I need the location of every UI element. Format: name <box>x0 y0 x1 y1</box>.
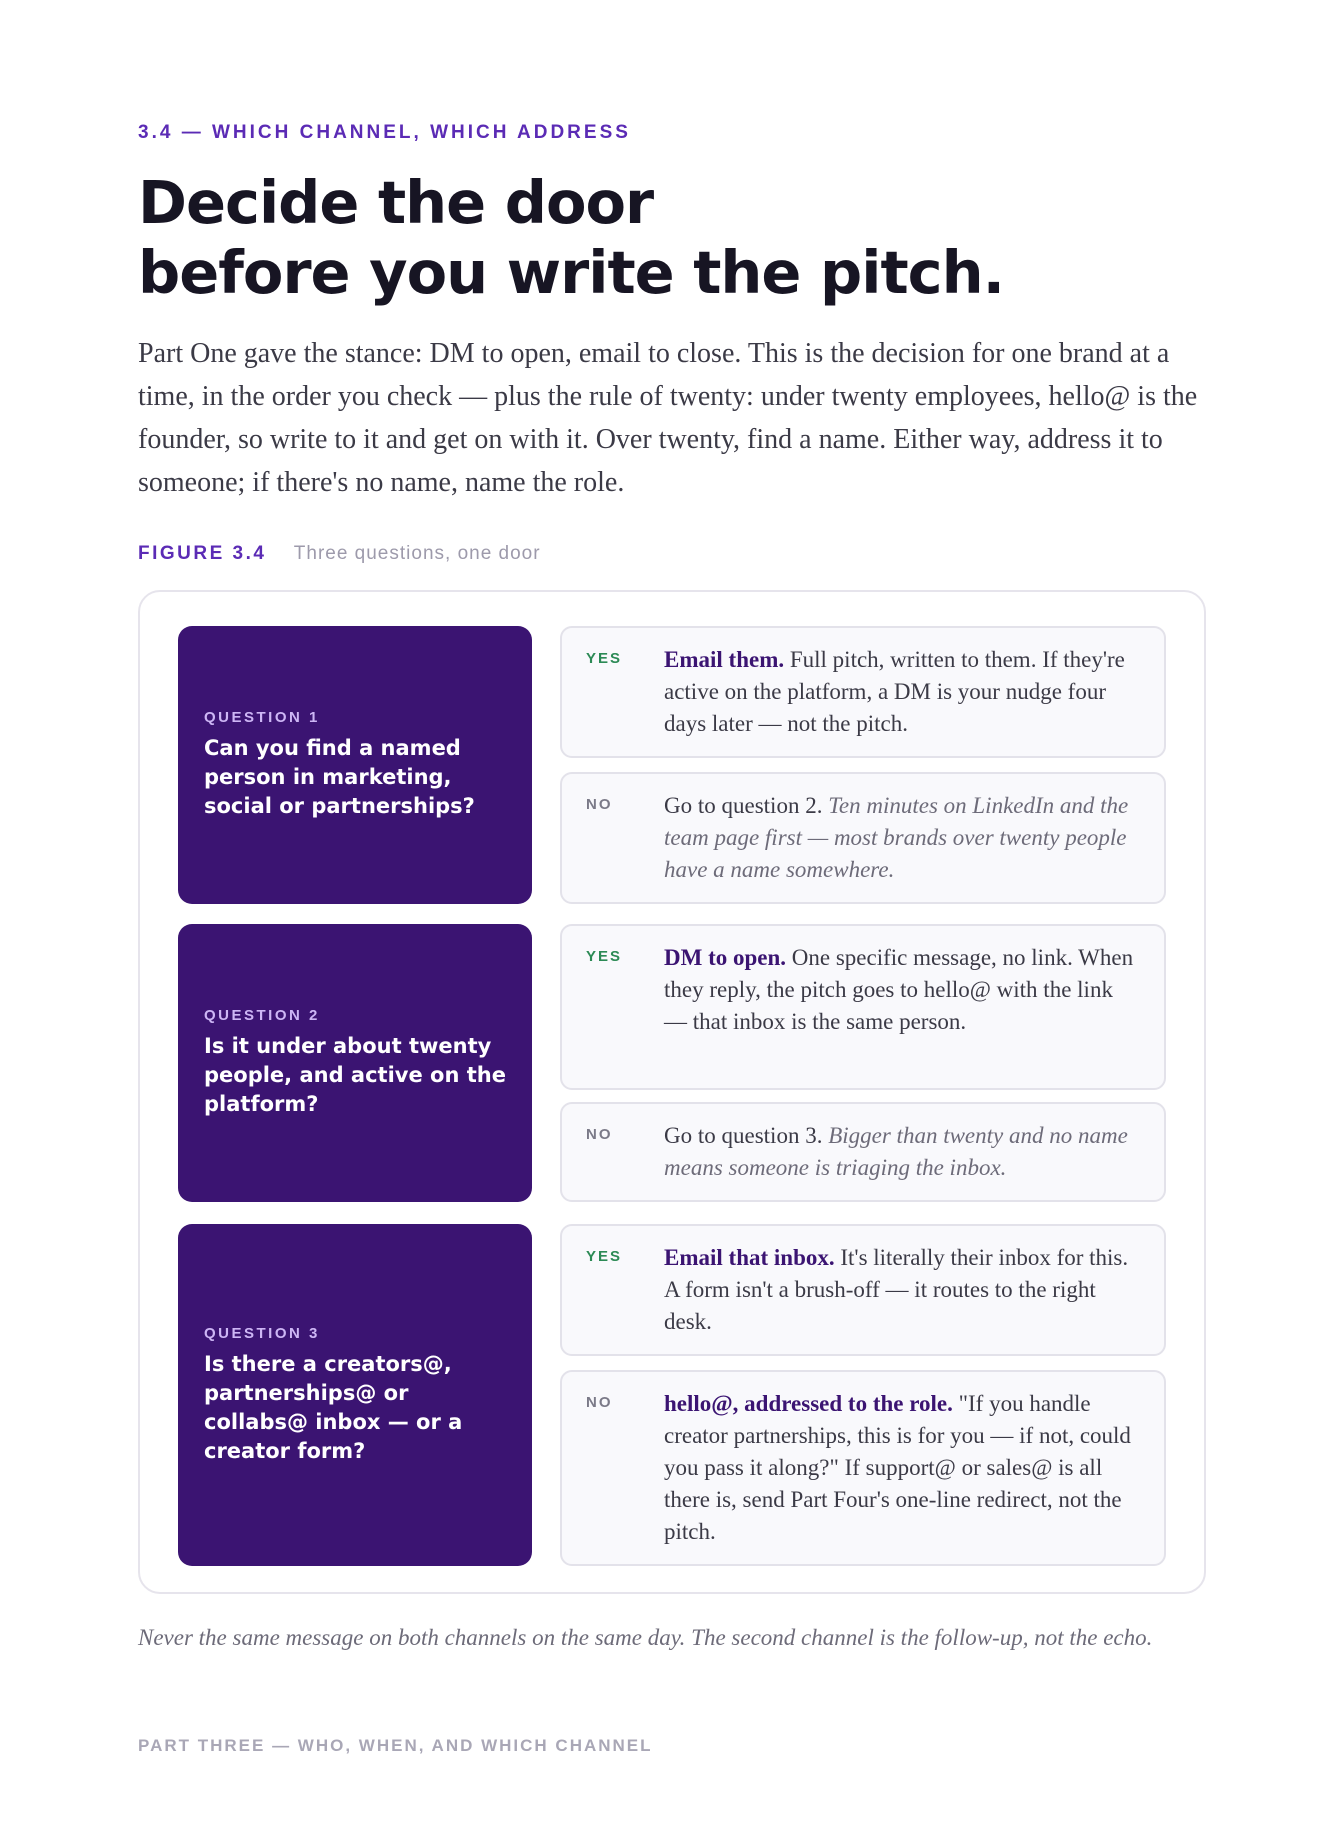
answer-text <box>664 644 1138 740</box>
figure-footnote: Never the same message on both channels on the same day. The second channel is the follow-up, not the echo. <box>138 1625 1153 1650</box>
question-text: Is there a creators@, partnerships@ or collabs@ inbox — or a creator form? <box>204 1351 463 1463</box>
answer-card-q1-yes <box>560 626 1166 758</box>
no-tag: NO <box>586 796 613 813</box>
answer-rest: Ten minutes on LinkedIn and the team page first — most brands over twenty people have a name somewhere. <box>664 793 1129 882</box>
page-title-line-1: Decide the door <box>138 168 654 237</box>
answer-rest: Full pitch, written to them. If they're active on the platform, a DM is your nudge four days later — not the pitch. <box>664 647 1125 736</box>
answer-text <box>664 1242 1138 1338</box>
answer-lead: DM to open. <box>664 945 787 970</box>
question-card-3 <box>178 1224 532 1566</box>
lede-paragraph: Part One gave the stance: DM to open, email to close. This is the decision for one brand at a time, in the order you check — plus the rule of twenty: under twenty employees, hello@ is the founder, so write to it and get on with it. Over twenty, find a name. Either way, address it to someone; if there's no name, name the role. <box>138 338 1198 498</box>
answer-card-q3-no <box>560 1370 1166 1566</box>
answer-rest: Bigger than twenty and no name means someone is triaging the inbox. <box>664 1123 1128 1180</box>
figure-number: FIGURE 3.4 <box>138 543 267 564</box>
question-label: QUESTION 1 <box>204 709 320 726</box>
answer-lead: Email them. <box>664 647 785 672</box>
question-label: QUESTION 3 <box>204 1324 320 1342</box>
page-title-line-2: before you write the pitch. <box>138 238 1005 307</box>
figure-caption <box>138 543 541 565</box>
question-card-2 <box>178 924 532 1202</box>
no-tag: NO <box>586 1394 613 1411</box>
answer-card-q2-yes <box>560 924 1166 1090</box>
yes-tag: YES <box>586 948 623 965</box>
question-label: QUESTION 2 <box>204 1007 320 1024</box>
answer-card-q1-no <box>560 772 1166 904</box>
answer-rest: It's literally their inbox for this. A form isn't a brush-off — it routes to the right desk. <box>664 1245 1129 1334</box>
answer-lead: hello@, addressed to the role. <box>664 1391 953 1416</box>
answer-rest: "If you handle creator partnerships, this is for you — if not, could you pass it along?" If support@ or sales@ is all there is, send Part Four's one-line redirect, not the pitch. <box>664 1391 1131 1544</box>
running-footer: PART THREE — WHO, WHEN, AND WHICH CHANNEL <box>138 1736 653 1755</box>
answer-card-q2-no <box>560 1102 1166 1202</box>
question-text: Is it under about twenty people, and active on the platform? <box>204 1034 506 1116</box>
no-tag: NO <box>586 1126 613 1143</box>
answer-text <box>664 790 1138 886</box>
answer-lead: Go to question 2. <box>664 793 823 818</box>
answer-text <box>664 1388 1138 1548</box>
answer-text <box>664 942 1138 1038</box>
question-text: Can you find a named person in marketing, social or partnerships? <box>204 736 475 818</box>
section-eyebrow: 3.4 — WHICH CHANNEL, WHICH ADDRESS <box>138 122 631 143</box>
answer-text <box>664 1120 1138 1184</box>
yes-tag: YES <box>586 1248 623 1265</box>
page-title <box>138 168 1208 308</box>
yes-tag: YES <box>586 650 623 667</box>
decision-figure <box>138 590 1206 1594</box>
answer-rest: One specific message, no link. When they reply, the pitch goes to hello@ with the link — that inbox is the same person. <box>664 945 1134 1034</box>
answer-lead: Go to question 3. <box>664 1123 823 1148</box>
answer-lead: Email that inbox. <box>664 1245 835 1270</box>
answer-card-q3-yes <box>560 1224 1166 1356</box>
figure-title: Three questions, one door <box>293 543 541 564</box>
question-card-1 <box>178 626 532 904</box>
